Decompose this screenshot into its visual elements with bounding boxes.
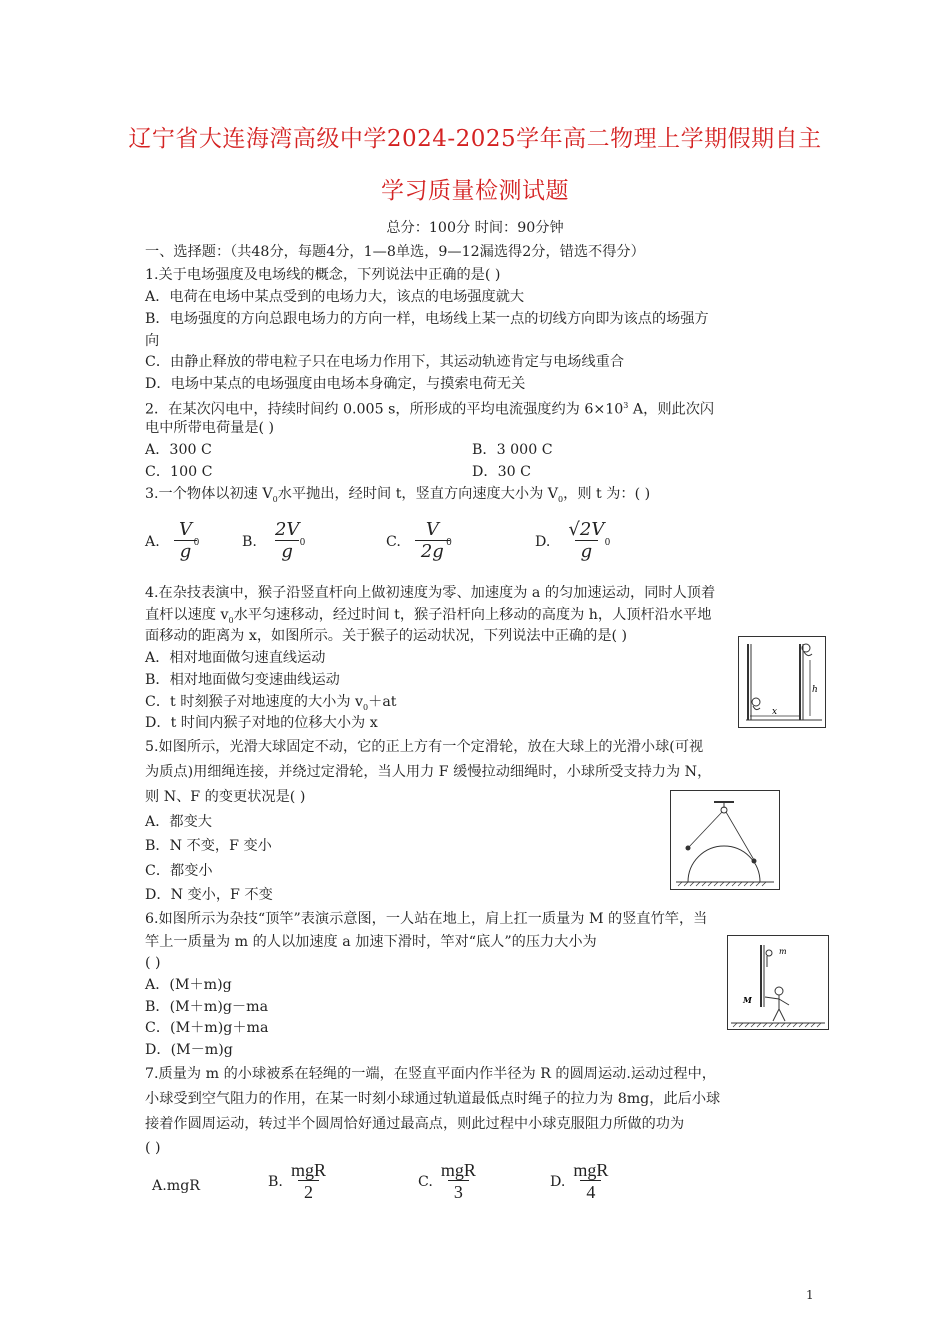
q6-option-a: A．(M＋m)g	[145, 977, 232, 993]
q4-monkey-pole-figure	[738, 636, 826, 728]
q7-option-b: B. $\frac{\text{mgR}}{2}$	[268, 1160, 326, 1202]
q6-stem-cont-2: ( )	[145, 955, 161, 971]
q5-stem-cont-1: 为质点)用细绳连接，并绕过定滑轮，当人用力 F 缓慢拉动细绳时，小球所受支持力为 N，	[145, 764, 712, 780]
q3-stem: 3.一个物体以初速 $V_0$水平抛出，经时间 t，竖直方向速度大小为 $V_0$，则 t 为：( )	[145, 486, 651, 504]
q6-fig-label-M: M	[743, 995, 752, 1005]
q2-option-d: D．30 C	[472, 464, 531, 480]
q3-option-d: D. √2V g 0	[535, 519, 611, 562]
q4-option-c: C．t 时刻猴子对地速度的大小为 $v_0+at$	[145, 694, 397, 712]
q6-fig-label-m: m	[779, 947, 787, 956]
q3-option-a: A. V g 0	[145, 519, 200, 562]
q4-option-a: A．相对地面做匀速直线运动	[145, 650, 326, 666]
q7-option-c: C. $\frac{\text{mgR}}{3}$	[418, 1160, 476, 1202]
q5-option-d: D．N 变小，F 不变	[145, 887, 273, 903]
q4-fig-label-h: h	[812, 685, 818, 695]
q2-stem: 2．在某次闪电中，持续时间约 0.005 s，所形成的平均电流强度约为 $6\times 10^3$ A，则此次闪	[145, 401, 715, 418]
q6-stem: 6.如图所示为杂技“顶竿”表演示意图，一人站在地上，肩上扛一质量为 M 的竖直竹竿，当	[145, 911, 708, 927]
q6-pole-act-figure	[727, 935, 829, 1030]
q4-stem-cont-2: 面移动的距离为 x，如图所示。关于猴子的运动状况，下列说法中正确的是( )	[145, 628, 628, 644]
q1-option-b: B．电场强度的方向总跟电场力的方向一样，电场线上某一点的切线方向即为该点的场强方	[145, 311, 709, 327]
q7-option-a: A.mgR	[152, 1178, 200, 1194]
q7-stem-cont-3: ( )	[145, 1140, 161, 1156]
exam-meta: 总分：100分 时间：90分钟	[386, 220, 564, 236]
q2-option-b: B．3 000 C	[472, 442, 553, 458]
q5-option-a: A．都变大	[145, 814, 212, 830]
q4-option-b: B．相对地面做匀变速曲线运动	[145, 672, 340, 688]
q5-stem: 5.如图所示，光滑大球固定不动，它的正上方有一个定滑轮，放在大球上的光滑小球(可视	[145, 739, 704, 755]
q1-stem: 1.关于电场强度及电场线的概念，下列说法中正确的是( )	[145, 267, 501, 283]
q3-option-b: B. 2V g 0	[242, 519, 306, 562]
q5-sphere-pulley-figure	[670, 790, 780, 890]
q6-option-c: C．(M＋m)g＋ma	[145, 1020, 269, 1036]
q6-stem-cont-1: 竿上一质量为 m 的人以加速度 a 加速下滑时，竿对“底人”的压力大小为	[145, 934, 597, 950]
q6-option-d: D．(M－m)g	[145, 1042, 233, 1058]
q4-stem-cont-1: 直杆以速度 $v_0$水平匀速移动，经过时间 t，猴子沿杆向上移动的高度为 h，人顶杆沿水平地	[145, 607, 712, 625]
page-number: 1	[806, 1288, 814, 1302]
q4-fig-label-x: x	[772, 707, 778, 717]
q6-option-b: B．(M＋m)g－ma	[145, 999, 269, 1015]
q7-stem-cont-2: 接着作圆周运动，转过半个圆周恰好通过最高点，则此过程中小球克服阻力所做的功为	[145, 1116, 685, 1132]
q7-option-d: D. $\frac{\text{mgR}}{4}$	[550, 1160, 609, 1202]
q5-option-c: C．都变小	[145, 863, 213, 879]
q5-stem-cont-2: 则 N、F 的变更状况是( )	[145, 789, 306, 805]
q7-stem: 7.质量为 m 的小球被系在轻绳的一端，在竖直平面内作半径为 R 的圆周运动.运动过程中，	[145, 1066, 716, 1082]
q4-stem: 4.在杂技表演中，猴子沿竖直杆向上做初速度为零、加速度为 a 的匀加速运动，同时人顶着	[145, 585, 716, 601]
q5-option-b: B．N 不变，F 变小	[145, 838, 272, 854]
q1-option-d: D．电场中某点的电场强度由电场本身确定，与摸索电荷无关	[145, 376, 526, 392]
title-line-2: 学习质量检测试题	[381, 178, 569, 204]
q3-option-c: C. V 2g 0	[386, 519, 452, 562]
q2-option-a: A．300 C	[145, 442, 212, 458]
q1-option-b-cont: 向	[145, 333, 160, 349]
q1-option-a: A．电荷在电场中某点受到的电场力大，该点的电场强度就大	[145, 289, 525, 305]
q7-stem-cont-1: 小球受到空气阻力的作用，在某一时刻小球通过轨道最低点时绳子的拉力为 8mg，此后小球	[145, 1091, 721, 1107]
title-line-1: 辽宁省大连海湾高级中学2024-2025学年高二物理上学期假期自主	[128, 126, 822, 152]
q4-option-d: D．t 时间内猴子对地的位移大小为 x	[145, 715, 378, 731]
q2-option-c: C．100 C	[145, 464, 213, 480]
q1-option-c: C．由静止释放的带电粒子只在电场力作用下，其运动轨迹肯定与电场线重合	[145, 354, 625, 370]
section-heading: 一、选择题：（共48分，每题4分，1—8单选，9—12漏选得2分，错选不得分）	[145, 244, 645, 260]
q2-stem-cont: 电中所带电荷量是( )	[145, 420, 275, 436]
